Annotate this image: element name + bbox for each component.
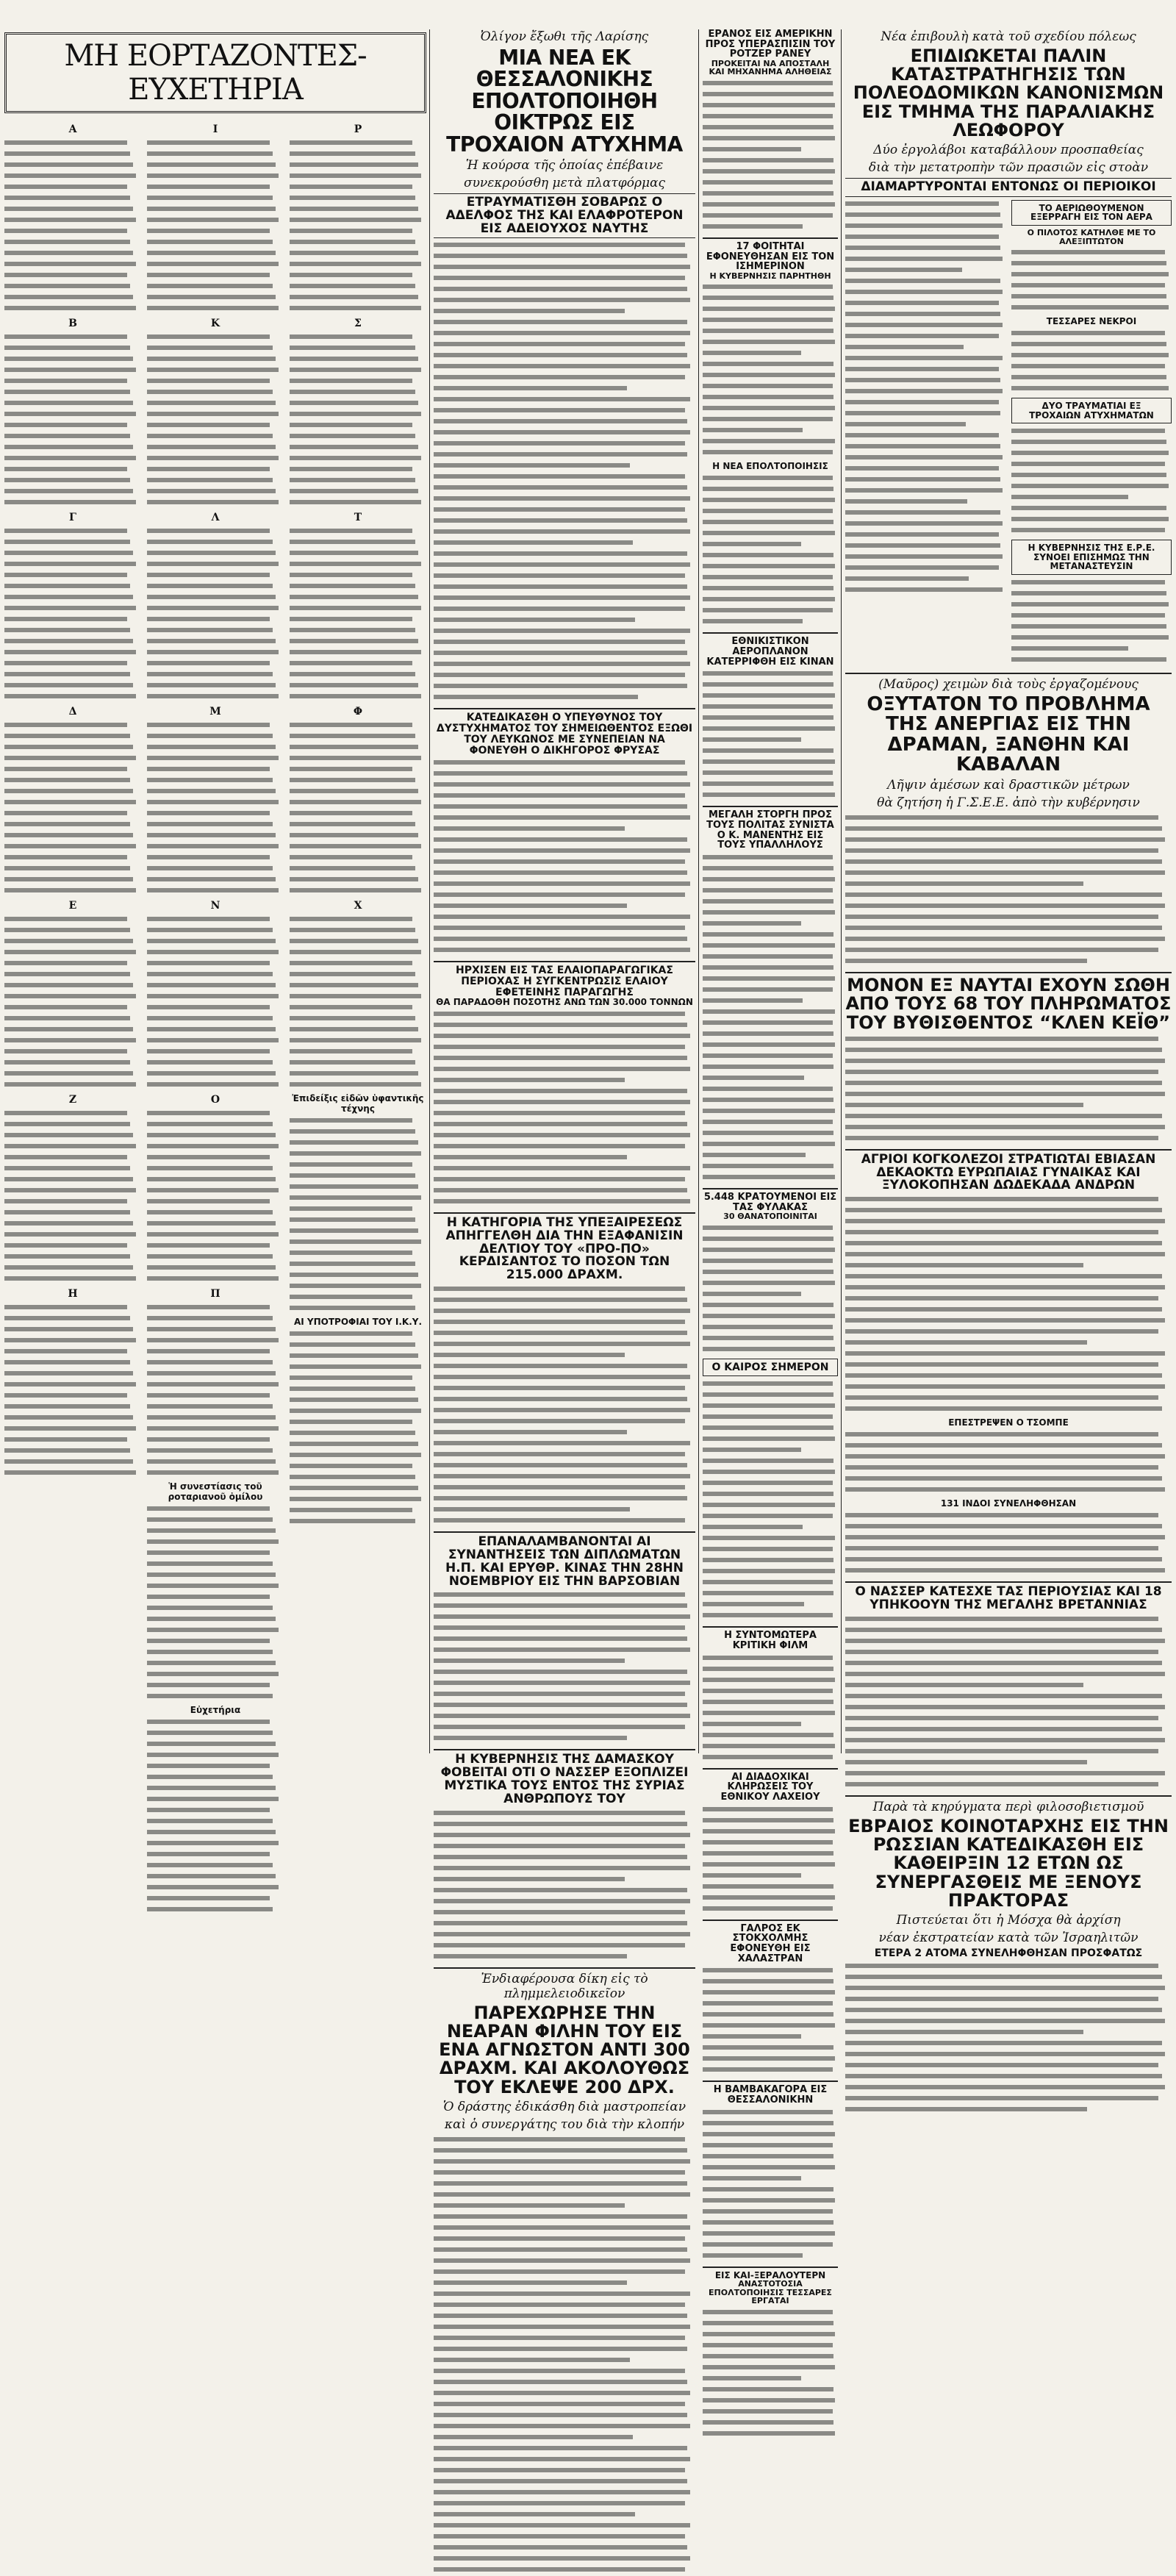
headline-katadikasthi: ΚΑΤΕΔΙΚΑΣΘΗ Ο ΥΠΕΥΘΥΝΟΣ ΤΟΥ ΔΥΣΤΥΧΗΜΑΤΟΣ ΤΟΥ ΣΗΜΕΙΩΘΕΝΤΟΣ ΕΞΩΘΙ ΤΟΥ ΛΕΥΚΩΝΟΣ ΜΕ ΣΥΝΕΠΕΙΑΝ ΝΑ ΦΟΝΕΥΘΗ Ο ΔΙΚΗΓΟΡΟΣ ΦΡΥΣΑΣ (434, 708, 695, 756)
headline-kongolezoi: ΑΓΡΙΟΙ ΚΟΓΚΟΛΕΖΟΙ ΣΤΡΑΤΙΩΤΑΙ ΕΒΙΑΣΑΝ ΔΕΚΑΟΚΤΩ ΕΥΡΩΠΑΙΑΣ ΓΥΝΑΙΚΑΣ ΚΑΙ ΞΥΛΟΚΟΠΗΣΑΝ ΔΩΔΕΚΑΔΑ ΑΝΔΡΩΝ (845, 1149, 1172, 1193)
eyxetiria-entries (4, 138, 141, 315)
eyxetiria-subhead: Εὐχετήρια (190, 1705, 241, 1715)
section-letter: Κ (210, 318, 220, 329)
deck-diamartyrontai: ΔΙΑΜΑΡΤΥΡΟΝΤΑΙ ΕΝΤΟΝΩΣ ΟΙ ΠΕΡΙΟΙΚΟΙ (845, 178, 1172, 197)
section-letter: Ν (210, 900, 220, 912)
section-letter: Λ (211, 512, 220, 523)
eyxetiria-entries (290, 526, 426, 703)
eyxetiria-entries (147, 332, 284, 509)
eyxetiria-subhead: Ἐπιδείξις εἰδῶν ὑφαντικῆς τέχνης (292, 1093, 424, 1114)
column-rule (841, 29, 842, 1753)
article-body (434, 1009, 695, 1208)
eyxetiria-entries (290, 138, 426, 315)
subhead-klopi: καὶ ὁ συνεργάτης του διὰ τὴν κλοπήν (444, 2117, 685, 2132)
subhead-israilites: νέαν ἐκστρατείαν κατὰ τῶν Ἰσραηλιτῶν (878, 1930, 1139, 1945)
subhead-nea-epoltopoiisi: Η ΝΕΑ ΕΠΟΛΤΟΠΟΙΗΣΙΣ (712, 461, 828, 472)
subhead-stoa: διὰ τὴν μετατροπὴν τῶν πρασιῶν εἰς στοὰν (868, 160, 1149, 175)
column-main-news (434, 29, 695, 2132)
headline-nasser-pre: Ο ΝΑΣΣΕΡ ΚΑΤΕΣΧΕ (855, 1584, 993, 1600)
kicker-xeimonas: (Μαῦρος) χειμὼν διὰ τοὺς ἐργαζομένους (845, 673, 1172, 692)
article-body (703, 1379, 838, 1622)
subhead-tsompe: ΕΠΕΣΤΡΕΨΕΝ Ο ΤΣΟΜΠΕ (948, 1417, 1069, 1428)
eyxetiria-entries (290, 915, 426, 1091)
weather-box: Ο ΚΑΙΡΟΣ ΣΗΜΕΡΟΝ (703, 1359, 838, 1377)
subhead-metra: Λῆψιν ἀμέσων καὶ δραστικῶν μέτρων (887, 778, 1130, 793)
eyxetiria-subcol-2 (147, 121, 284, 1918)
kicker-sxedio-poleos: Νέα ἐπιβουλὴ κατὰ τοῦ σχεδίου πόλεως (881, 29, 1136, 44)
headline-trochaio: ΜΙΑ ΝΕΑ ΕΚ ΘΕΣΣΑΛΟΝΙΚΗΣ ΕΠΟΛΤΟΠΟΙΗΘΗ ΟΙΚΤΡΩΣ ΕΙΣ ΤΡΟΧΑΙΟΝ ΑΤΥΧΗΜΑ (446, 46, 683, 157)
section-letter: Μ (209, 706, 221, 718)
subcol-left (845, 197, 1005, 668)
article-body (1011, 248, 1172, 314)
article-body (434, 1808, 695, 1963)
headline-metanasteusi: Η ΚΥΒΕΡΝΗΣΙΣ ΤΗΣ Ε.Ρ.Ε. ΣΥΝΟΕΙ ΕΠΙΣΗΜΩΣ ΤΗΝ ΜΕΤΑΝΑΣΤΕΥΣΙΝ (1011, 540, 1172, 575)
kicker-filosovietismos: Παρὰ τὰ κηρύγματα περὶ φιλοσοβιετισμοῦ (845, 1795, 1172, 1814)
article-body (703, 473, 838, 628)
article-body (703, 1966, 838, 2076)
article-body (703, 1653, 838, 1764)
headline-damaskos: Η ΚΥΒΕΡΝΗΣΙΣ ΤΗΣ ΔΑΜΑΣΚΟΥ ΦΟΒΕΙΤΑΙ ΟΤΙ Ο ΝΑΣΣΕΡ ΕΞΟΠΛΙΖΕΙ ΜΥΣΤΙΚΑ ΤΟΥΣ ΕΝΤΟΣ ΤΗΣ ΣΥΡΙΑΣ ΑΝΘΡΩΠΟΥΣ ΤΟΥ (434, 1749, 695, 1806)
headline-laxeio: ΑΙ ΔΙΑΔΟΧΙΚΑΙ ΚΛΗΡΩΣΕΙΣ ΤΟΥ ΕΘΝΙΚΟΥ ΛΑΧΕΙΟΥ (703, 1768, 838, 1803)
eyxetiria-entries (290, 1329, 426, 1528)
article-body (703, 1805, 838, 1915)
eyxetiria-subcol-1 (4, 121, 141, 1918)
headline-fili: ΠΑΡΕΧΩΡΗΣΕ ΤΗΝ ΝΕΑΡΑΝ ΦΙΛΗΝ ΤΟΥ ΕΙΣ ΕΝΑ ΑΓΝΩΣΤΟΝ ΑΝΤΙ 300 ΔΡΑΧΜ. ΚΑΙ ΑΚΟΛΟΥΘΩΣ ΤΟΥ ΕΚΛΕΨΕ 200 ΔΡΧ. (439, 2002, 690, 2097)
eyxetiria-entries (4, 1109, 141, 1285)
eyxetiria-entries (147, 720, 284, 897)
eyxetiria-entries (290, 1116, 426, 1314)
article-body (845, 1195, 1172, 1415)
eyxetiria-entries (4, 915, 141, 1091)
headline-aeroplano: ΕΘΝΙΚΙΣΤΙΚΟΝ ΑΕΡΟΠΛΑΝΟΝ ΚΑΤΕΡΡΙΦΘΗ ΕΙΣ ΚΙΝΑΝ (703, 632, 838, 667)
section-letter: Ο (210, 1094, 220, 1106)
subhead-ergolavoi: Δύο ἐργολάβοι καταβάλλουν προσπαθείας (873, 142, 1144, 157)
headline-storgi: ΜΕΓΑΛΗ ΣΤΟΡΓΗ ΠΡΟΣ ΤΟΥΣ ΠΟΛΙΤΑΣ ΣΥΝΙΣΤΑ Ο Κ. ΜΑΝΕΝΤΗΣ ΕΙΣ ΤΟΥΣ ΥΠΑΛΛΗΛΟΥΣ (703, 806, 838, 851)
article-body (434, 240, 695, 704)
article-body (845, 1511, 1172, 1577)
subhead-nekroi: ΤΕΣΣΑΡΕΣ ΝΕΚΡΟΙ (1046, 316, 1137, 327)
eyxetiria-subcol-3 (290, 121, 426, 1918)
headline-stokcholmi: ΓΑΛΡΟΣ ΕΚ ΣΤΟΚΧΟΛΜΗΣ ΕΦΟΝΕΥΘΗ ΕΙΣ ΧΑΛΑΣΤΡΑΝ (703, 1920, 838, 1964)
section-letter: Ε (68, 900, 77, 912)
headline-kratoumenoi: 5.448 ΚΡΑΤΟΥΜΕΝΟΙ ΕΙΣ ΤΑΣ ΦΥΛΑΚΑΣ (703, 1188, 838, 1212)
subhead-platforma: συνεκρούσθη μετὰ πλατφόρμας (463, 175, 665, 190)
subhead-mastropeia: Ὁ δράστης ἐδικάσθη διὰ μαστροπείαν (442, 2099, 686, 2114)
headline-poleodomika: ΕΠΙΔΙΩΚΕΤΑΙ ΠΑΛΙΝ ΚΑΤΑΣΤΡΑΤΗΓΗΣΙΣ ΤΩΝ ΠΟΛΕΟΔΟΜΙΚΩΝ ΚΑΝΟΝΙΣΜΩΝ ΕΙΣ ΤΜΗΜΑ ΤΗΣ ΠΑΡΑΛΙΑΚΗΣ ΛΕΩΦΟΡΟΥ (853, 46, 1164, 140)
article-body (703, 853, 838, 1184)
eyxetiria-subhead: Ἡ συνεστίασις τοῦ ροταριανοῦ ὁμίλου (168, 1481, 263, 1502)
article-body (434, 2135, 695, 2576)
section-letter: Α (68, 124, 77, 135)
article-body (434, 1284, 695, 1527)
article-body (1011, 578, 1172, 666)
article-body (434, 758, 695, 956)
kicker-larisa: Ὀλίγον ἔξωθι τῆς Λαρίσης (480, 29, 649, 44)
section-letter: Φ (353, 706, 363, 718)
subhead-thanatopoinitai: 30 ΘΑΝΑΤΟΠΟΙΝΙΤΑΙ (723, 1212, 817, 1222)
subhead-moscha: Πιστεύεται ὅτι ἡ Μόσχα θὰ ἀρχίση (896, 1912, 1121, 1928)
eyxetiria-entries (147, 1109, 284, 1285)
deck-travmatisi: ΕΤΡΑΥΜΑΤΙΣΘΗ ΣΟΒΑΡΩΣ Ο ΑΔΕΛΦΟΣ ΤΗΣ ΚΑΙ ΕΛΑΦΡΟΤΕΡΟΝ ΕΙΣ ΑΔΕΙΟΥΧΟΣ ΝΑΥΤΗΣ (434, 193, 695, 239)
article-body (845, 199, 1005, 596)
article-body (703, 1223, 838, 1356)
article-body (703, 282, 838, 459)
column-rule (429, 29, 430, 1753)
article-body (845, 1034, 1172, 1145)
eyxetiria-entries (4, 332, 141, 509)
eyxetiria-entries (147, 1717, 284, 1916)
column-eyxetiria (4, 29, 426, 1753)
eyxetiria-entries (147, 526, 284, 703)
subhead-koursa: Ἡ κούρσα τῆς ὁποίας ἐπέβαινε (465, 157, 664, 173)
headline-aeriothoumeno: ΤΟ ΑΕΡΙΩΘΟΥΜΕΝΟΝ ΕΞΕΡΡΑΓΗ ΕΙΣ ΤΟΝ ΑΕΡΑ (1011, 200, 1172, 226)
banner-title: ΜΗ ΕΟΡΤΑΖΟΝΤΕΣ-ΕΥΧΕΤΗΡΙΑ (64, 39, 367, 107)
column-rule (698, 29, 699, 1753)
section-letter: Η (68, 1288, 78, 1300)
article-body (703, 2308, 838, 2440)
section-letter: Γ (69, 512, 76, 523)
section-letter: Σ (354, 318, 362, 329)
section-letter: Τ (354, 512, 362, 523)
subhead-indoi: 131 ΙΝΔΟΙ ΣΥΝΕΛΗΦΘΗΣΑΝ (940, 1498, 1077, 1509)
eyxetiria-subhead: ΑΙ ΥΠΟΤΡΟΦΙΑΙ ΤΟΥ Ι.Κ.Υ. (293, 1317, 423, 1327)
headline-evraios: ΕΒΡΑΙΟΣ ΚΟΙΝΟΤΑΡΧΗΣ ΕΙΣ ΤΗΝ ΡΩΣΣΙΑΝ ΚΑΤΕΔΙΚΑΣΘΗ ΕΙΣ ΚΑΘΕΙΡΞΙΝ 12 ΕΤΩΝ ΩΣ ΣΥΝΕΡΓΑΣΘΕΙΣ ΜΕ ΞΕΝΟΥΣ ΠΡΑΚΤΟΡΑΣ (848, 1816, 1169, 1911)
section-letter: Χ (354, 900, 362, 912)
eyxetiria-banner (4, 32, 426, 113)
article-body (1011, 329, 1172, 395)
eyxetiria-entries (147, 915, 284, 1091)
subhead-kyvernisi: Η ΚΥΒΕΡΝΗΣΙΣ ΠΑΡΗΤΗΘΗ (709, 271, 831, 281)
section-letter: Ζ (68, 1094, 77, 1106)
headline-eranos: ΕΡΑΝΟΣ ΕΙΣ ΑΜΕΡΙΚΗΝ ΠΡΟΣ ΥΠΕΡΑΣΠΙΣΙΝ ΤΟΥ ΡΟΤΖΕΡ ΡΑΝΕΥ (705, 29, 836, 60)
article-body (845, 1614, 1172, 1791)
subhead-tonnon: ΘΑ ΠΑΡΑΔΟΘΗ ΠΟΣΟΤΗΣ ΑΝΩ ΤΩΝ 30.000 ΤΟΝΝΩΝ (436, 997, 693, 1008)
column-right-news (845, 29, 1172, 1959)
eyxetiria-entries (4, 526, 141, 703)
article-body (703, 79, 838, 233)
eyxetiria-entries (4, 1303, 141, 1479)
kicker-dikastirio: Ἐνδιαφέρουσα δίκη εἰς τὸ πλημμελειοδικεῖον (434, 1967, 695, 2001)
column-short-news (703, 29, 838, 2306)
article-body (845, 813, 1172, 967)
subhead-syllipseis: ΕΤΕΡΑ 2 ΑΤΟΜΑ ΣΥΝΕΛΗΦΘΗΣΑΝ ΠΡΟΣΦΑΤΩΣ (874, 1947, 1143, 1959)
headline-elaiou: ΗΡΧΙΣΕΝ ΕΙΣ ΤΑΣ ΕΛΑΙΟΠΑΡΑΓΩΓΙΚΑΣ ΠΕΡΙΟΧΑΣ Η ΣΥΓΚΕΝΤΡΩΣΙΣ ΕΛΑΙΟΥ ΕΦΕΤΕΙΝΗΣ ΠΑΡΑΓΩΓΗΣ (434, 961, 695, 998)
article-body (434, 1590, 695, 1745)
headline-travmatiai: ΔΥΟ ΤΡΑΥΜΑΤΙΑΙ ΕΞ ΤΡΟΧΑΙΩΝ ΑΤΥΧΗΜΑΤΩΝ (1011, 398, 1172, 423)
section-letter: Δ (68, 706, 77, 718)
eyxetiria-entries (147, 1504, 284, 1703)
subhead-ergatai: ΑΝΑΣΤΟΤΟΣΙΑ ΕΠΟΛΤΟΠΟΙΗΣΙΣ ΤΕΣΣΑΡΕΣ ΕΡΓΑΤΑΙ (709, 2279, 832, 2306)
subhead-gsee: θὰ ζητήση ἡ Γ.Σ.Ε.Ε. ἀπὸ τὴν κυβέρνησιν (877, 795, 1140, 811)
subcol-right (1011, 197, 1172, 668)
article-body (703, 2108, 838, 2262)
section-letter: Π (210, 1288, 220, 1300)
headline-foitites: 17 ΦΟΙΤΗΤΑΙ ΕΦΟΝΕΥΘΗΣΑΝ ΕΙΣ ΤΟΝ ΙΣΗΜΕΡΙΝΟΝ (703, 237, 838, 272)
eyxetiria-entries (290, 720, 426, 897)
eyxetiria-entries (290, 332, 426, 509)
eyxetiria-entries (147, 1303, 284, 1479)
headline-kaiserslautern: ΕΙΣ ΚΑΙ-ΞΕΡΑΛΟΥΤΕΡΝ (703, 2266, 838, 2280)
section-letter: Ρ (354, 124, 362, 135)
article-body (1011, 426, 1172, 537)
headline-propo: Η ΚΑΤΗΓΟΡΙΑ ΤΗΣ ΥΠΕΞΑΙΡΕΣΕΩΣ ΑΠΗΓΓΕΛΘΗ ΔΙΑ ΤΗΝ ΕΞΑΦΑΝΙΣΙΝ ΔΕΛΤΙΟΥ ΤΟΥ «ΠΡΟ-ΠΟ» ΚΕΡΔΙΣΑΝΤΟΣ ΤΟ ΠΟΣΟΝ ΤΩΝ 215.000 ΔΡΑΧΜ. (434, 1212, 695, 1282)
section-letter: Ι (212, 124, 218, 135)
headline-naftai: ΜΟΝΟΝ ΕΞ ΝΑΥΤΑΙ ΕΧΟΥΝ ΣΩΘΗ ΑΠΟ ΤΟΥΣ 68 ΤΟΥ ΠΛΗΡΩΜΑΤΟΣ ΤΟΥ ΒΥΘΙΣΘΕΝΤΟΣ “ΚΛΕΝ ΚΕΪΘ” (845, 972, 1172, 1032)
headline-vamvakagora: Η ΒΑΜΒΑΚΑΓΟΡΑ ΕΙΣ ΘΕΣΣΑΛΟΝΙΚΗΝ (703, 2081, 838, 2105)
section-letter: Β (68, 318, 77, 329)
headline-nasser-main: ΤΑΣ ΠΕΡΙΟΥΣΙΑΣ ΚΑΙ 18 ΥΠΗΚΟΟΥΝ ΤΗΣ ΜΕΓΑΛΗΣ ΒΡΕΤΑΝΝΙΑΣ (870, 1584, 1162, 1613)
eyxetiria-entries (4, 720, 141, 897)
subhead-pilotos: Ο ΠΙΛΟΤΟΣ ΚΑΤΗΛΘΕ ΜΕ ΤΟ ΑΛΕΞΙΠΤΩΤΟΝ (1027, 227, 1156, 246)
headline-anergia: ΟΞΥΤΑΤΟΝ ΤΟ ΠΡΟΒΛΗΜΑ ΤΗΣ ΑΝΕΡΓΙΑΣ ΕΙΣ ΤΗΝ ΔΡΑΜΑΝ, ΞΑΝΘΗΝ ΚΑΙ ΚΑΒΑΛΑΝ (867, 693, 1150, 776)
headline-nasser (845, 1581, 1172, 1612)
headline-kritiki-film: Η ΣΥΝΤΟΜΩΤΕΡΑ ΚΡΙΤΙΚΗ ΦΙΛΜ (703, 1626, 838, 1650)
article-body (845, 1430, 1172, 1496)
article-body (703, 669, 838, 801)
article-body (845, 1961, 1172, 2116)
eyxetiria-entries (147, 138, 284, 315)
headline-varsovia: ΕΠΑΝΑΛΑΜΒΑΝΟΝΤΑΙ ΑΙ ΣΥΝΑΝΤΗΣΕΙΣ ΤΩΝ ΔΙΠΛΩΜΑΤΩΝ Η.Π. ΚΑΙ ΕΡΥΘΡ. ΚΙΝΑΣ ΤΗΝ 28ΗΝ ΝΟΕΜΒΡΙΟΥ ΕΙΣ ΤΗΝ ΒΑΡΣΟΒΙΑΝ (434, 1531, 695, 1588)
subhead-mixanima: ΠΡΟΚΕΙΤΑΙ ΝΑ ΑΠΟΣΤΑΛΗ ΚΑΙ ΜΗΧΑΝΗΜΑ ΑΛΗΘΕΙΑΣ (709, 58, 832, 77)
